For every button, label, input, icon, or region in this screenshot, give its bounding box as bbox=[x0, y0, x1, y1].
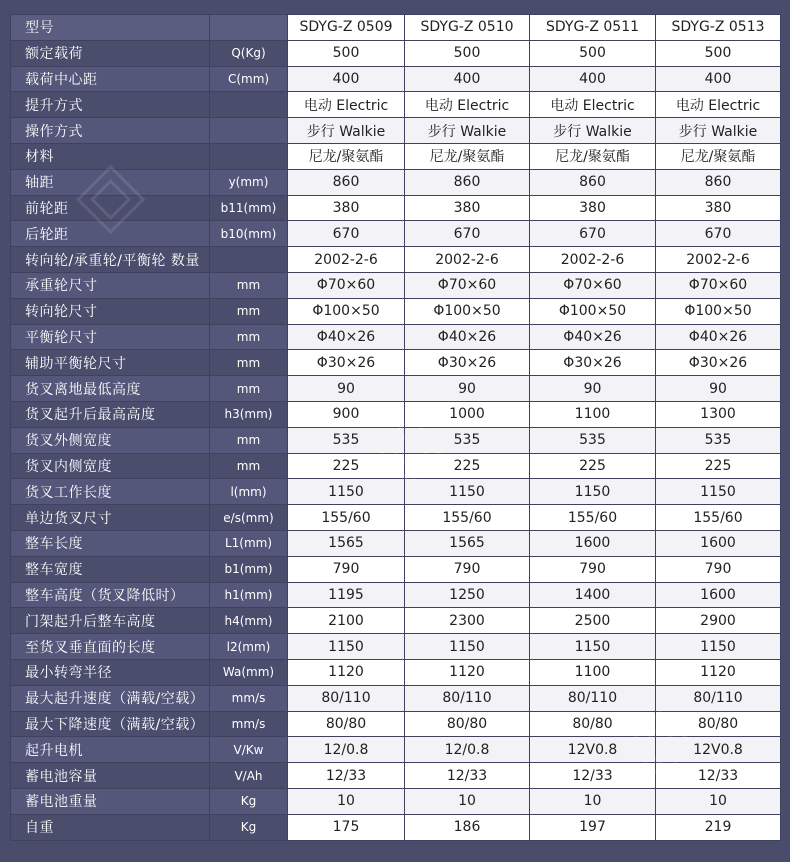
spec-value: 步行 Walkie bbox=[405, 118, 530, 144]
spec-value: 670 bbox=[530, 221, 656, 247]
spec-label: 前轮距 bbox=[11, 195, 210, 221]
spec-value: Φ100×50 bbox=[656, 298, 781, 324]
spec-value: 225 bbox=[530, 453, 656, 479]
model-name: SDYG-Z 0509 bbox=[288, 15, 405, 41]
spec-value: 225 bbox=[405, 453, 530, 479]
spec-value: 12/33 bbox=[288, 763, 405, 789]
spec-value: 155/60 bbox=[530, 505, 656, 531]
spec-unit: h3(mm) bbox=[210, 401, 288, 427]
spec-value: 1120 bbox=[288, 659, 405, 685]
spec-value: Φ40×26 bbox=[656, 324, 781, 350]
spec-table-body bbox=[11, 15, 781, 841]
table-row bbox=[11, 427, 781, 453]
spec-value: 电动 Electric bbox=[656, 92, 781, 118]
spec-label: 货叉起升后最高高度 bbox=[11, 401, 210, 427]
spec-value: 670 bbox=[405, 221, 530, 247]
spec-value: Φ100×50 bbox=[530, 298, 656, 324]
spec-value: 400 bbox=[288, 66, 405, 92]
spec-value: 500 bbox=[656, 40, 781, 66]
spec-value: 2300 bbox=[405, 608, 530, 634]
spec-value: 1000 bbox=[405, 401, 530, 427]
table-row bbox=[11, 659, 781, 685]
spec-label: 货叉内侧宽度 bbox=[11, 453, 210, 479]
spec-unit: V/Kw bbox=[210, 737, 288, 763]
spec-label: 辅助平衡轮尺寸 bbox=[11, 350, 210, 376]
spec-value: 10 bbox=[530, 788, 656, 814]
spec-value: 步行 Walkie bbox=[530, 118, 656, 144]
spec-value: 1100 bbox=[530, 659, 656, 685]
spec-unit: mm bbox=[210, 453, 288, 479]
spec-unit: Wa(mm) bbox=[210, 659, 288, 685]
spec-value: 80/110 bbox=[288, 685, 405, 711]
spec-value: Φ40×26 bbox=[288, 324, 405, 350]
spec-value: 1150 bbox=[530, 634, 656, 660]
spec-label: 门架起升后整车高度 bbox=[11, 608, 210, 634]
spec-table-container bbox=[10, 14, 780, 836]
spec-label: 最大下降速度（满载/空载） bbox=[11, 711, 210, 737]
table-row bbox=[11, 118, 781, 144]
spec-value: 1150 bbox=[288, 634, 405, 660]
spec-value: 380 bbox=[530, 195, 656, 221]
table-row bbox=[11, 814, 781, 840]
table-row bbox=[11, 272, 781, 298]
spec-value: 790 bbox=[656, 556, 781, 582]
spec-value: 80/110 bbox=[405, 685, 530, 711]
model-name: SDYG-Z 0511 bbox=[530, 15, 656, 41]
spec-value: 535 bbox=[530, 427, 656, 453]
spec-value: 900 bbox=[288, 401, 405, 427]
spec-unit: Kg bbox=[210, 788, 288, 814]
spec-label: 平衡轮尺寸 bbox=[11, 324, 210, 350]
spec-value: 12V0.8 bbox=[656, 737, 781, 763]
spec-value: 80/110 bbox=[530, 685, 656, 711]
spec-value: 500 bbox=[530, 40, 656, 66]
spec-value: 12/0.8 bbox=[288, 737, 405, 763]
spec-value: Φ30×26 bbox=[530, 350, 656, 376]
spec-label: 转向轮/承重轮/平衡轮 数量 bbox=[11, 247, 210, 273]
spec-value: Φ40×26 bbox=[405, 324, 530, 350]
spec-unit: h1(mm) bbox=[210, 582, 288, 608]
spec-unit: C(mm) bbox=[210, 66, 288, 92]
table-row bbox=[11, 453, 781, 479]
spec-value: 219 bbox=[656, 814, 781, 840]
spec-value: 12/0.8 bbox=[405, 737, 530, 763]
spec-unit: Q(Kg) bbox=[210, 40, 288, 66]
spec-label: 蓄电池容量 bbox=[11, 763, 210, 789]
spec-value: Φ70×60 bbox=[405, 272, 530, 298]
spec-value: 1300 bbox=[656, 401, 781, 427]
spec-value: 12V0.8 bbox=[530, 737, 656, 763]
spec-value: 2500 bbox=[530, 608, 656, 634]
spec-unit: V/Ah bbox=[210, 763, 288, 789]
spec-value: 2002-2-6 bbox=[288, 247, 405, 273]
spec-value: 155/60 bbox=[288, 505, 405, 531]
spec-value: 1150 bbox=[656, 634, 781, 660]
spec-value: 860 bbox=[405, 169, 530, 195]
spec-unit: b10(mm) bbox=[210, 221, 288, 247]
table-row bbox=[11, 788, 781, 814]
spec-label: 至货叉垂直面的长度 bbox=[11, 634, 210, 660]
spec-label: 货叉工作长度 bbox=[11, 479, 210, 505]
spec-unit: b1(mm) bbox=[210, 556, 288, 582]
spec-value: 380 bbox=[656, 195, 781, 221]
spec-label: 蓄电池重量 bbox=[11, 788, 210, 814]
spec-value: 2900 bbox=[656, 608, 781, 634]
spec-unit: mm bbox=[210, 298, 288, 324]
spec-value: 2002-2-6 bbox=[405, 247, 530, 273]
spec-value: 1150 bbox=[530, 479, 656, 505]
spec-value: 175 bbox=[288, 814, 405, 840]
spec-label: 材料 bbox=[11, 143, 210, 169]
spec-value: 380 bbox=[405, 195, 530, 221]
spec-value: 步行 Walkie bbox=[656, 118, 781, 144]
spec-value: Φ30×26 bbox=[405, 350, 530, 376]
spec-value: 2002-2-6 bbox=[656, 247, 781, 273]
spec-value: 1565 bbox=[405, 530, 530, 556]
spec-label: 承重轮尺寸 bbox=[11, 272, 210, 298]
table-row bbox=[11, 737, 781, 763]
spec-value: Φ70×60 bbox=[656, 272, 781, 298]
spec-value: 860 bbox=[288, 169, 405, 195]
spec-value: 10 bbox=[405, 788, 530, 814]
spec-value: 尼龙/聚氨酯 bbox=[530, 143, 656, 169]
spec-value: 90 bbox=[405, 376, 530, 402]
spec-label: 后轮距 bbox=[11, 221, 210, 247]
spec-unit: h4(mm) bbox=[210, 608, 288, 634]
spec-value: 80/80 bbox=[656, 711, 781, 737]
spec-value: 尼龙/聚氨酯 bbox=[656, 143, 781, 169]
spec-label: 提升方式 bbox=[11, 92, 210, 118]
table-header-row bbox=[11, 15, 781, 41]
spec-value: 1150 bbox=[656, 479, 781, 505]
table-row bbox=[11, 221, 781, 247]
spec-label: 整车长度 bbox=[11, 530, 210, 556]
spec-value: Φ30×26 bbox=[288, 350, 405, 376]
spec-unit bbox=[210, 118, 288, 144]
spec-value: 2100 bbox=[288, 608, 405, 634]
spec-unit: l(mm) bbox=[210, 479, 288, 505]
spec-value: 10 bbox=[288, 788, 405, 814]
table-row bbox=[11, 711, 781, 737]
model-name: SDYG-Z 0510 bbox=[405, 15, 530, 41]
spec-value: 670 bbox=[288, 221, 405, 247]
spec-value: 400 bbox=[530, 66, 656, 92]
spec-value: 535 bbox=[656, 427, 781, 453]
spec-value: 电动 Electric bbox=[288, 92, 405, 118]
spec-value: 197 bbox=[530, 814, 656, 840]
spec-unit: mm bbox=[210, 272, 288, 298]
spec-value: Φ100×50 bbox=[288, 298, 405, 324]
spec-label: 轴距 bbox=[11, 169, 210, 195]
spec-label: 货叉外侧宽度 bbox=[11, 427, 210, 453]
spec-value: 400 bbox=[656, 66, 781, 92]
spec-value: 535 bbox=[288, 427, 405, 453]
spec-unit: b11(mm) bbox=[210, 195, 288, 221]
model-unit bbox=[210, 15, 288, 41]
spec-value: 1250 bbox=[405, 582, 530, 608]
spec-value: 步行 Walkie bbox=[288, 118, 405, 144]
spec-value: 1150 bbox=[405, 479, 530, 505]
spec-value: 1400 bbox=[530, 582, 656, 608]
table-row bbox=[11, 530, 781, 556]
spec-label: 最大起升速度（满载/空载） bbox=[11, 685, 210, 711]
spec-value: 尼龙/聚氨酯 bbox=[405, 143, 530, 169]
table-row bbox=[11, 66, 781, 92]
spec-unit bbox=[210, 247, 288, 273]
table-row bbox=[11, 350, 781, 376]
table-row bbox=[11, 479, 781, 505]
spec-value: 尼龙/聚氨酯 bbox=[288, 143, 405, 169]
table-row bbox=[11, 143, 781, 169]
spec-value: 90 bbox=[288, 376, 405, 402]
spec-unit: mm bbox=[210, 427, 288, 453]
spec-value: 1100 bbox=[530, 401, 656, 427]
spec-value: 1565 bbox=[288, 530, 405, 556]
table-row bbox=[11, 763, 781, 789]
spec-label: 最小转弯半径 bbox=[11, 659, 210, 685]
table-row bbox=[11, 40, 781, 66]
spec-value: 1150 bbox=[288, 479, 405, 505]
spec-value: 1195 bbox=[288, 582, 405, 608]
table-row bbox=[11, 582, 781, 608]
spec-value: 380 bbox=[288, 195, 405, 221]
spec-label: 起升电机 bbox=[11, 737, 210, 763]
table-row bbox=[11, 685, 781, 711]
spec-value: 790 bbox=[288, 556, 405, 582]
spec-value: 1120 bbox=[656, 659, 781, 685]
spec-label: 载荷中心距 bbox=[11, 66, 210, 92]
spec-value: 535 bbox=[405, 427, 530, 453]
table-row bbox=[11, 634, 781, 660]
spec-label: 自重 bbox=[11, 814, 210, 840]
table-row bbox=[11, 376, 781, 402]
model-label: 型号 bbox=[11, 15, 210, 41]
spec-label: 额定载荷 bbox=[11, 40, 210, 66]
spec-unit: mm/s bbox=[210, 685, 288, 711]
spec-unit: mm bbox=[210, 376, 288, 402]
spec-value: 670 bbox=[656, 221, 781, 247]
table-row bbox=[11, 324, 781, 350]
spec-value: 80/80 bbox=[405, 711, 530, 737]
table-row bbox=[11, 556, 781, 582]
spec-unit: Kg bbox=[210, 814, 288, 840]
table-row bbox=[11, 401, 781, 427]
spec-value: 500 bbox=[405, 40, 530, 66]
spec-table bbox=[10, 14, 781, 841]
spec-value: 12/33 bbox=[656, 763, 781, 789]
spec-unit: mm bbox=[210, 324, 288, 350]
spec-value: 90 bbox=[656, 376, 781, 402]
spec-label: 单边货叉尺寸 bbox=[11, 505, 210, 531]
spec-value: 860 bbox=[530, 169, 656, 195]
spec-value: Φ30×26 bbox=[656, 350, 781, 376]
spec-value: 500 bbox=[288, 40, 405, 66]
spec-value: Φ70×60 bbox=[530, 272, 656, 298]
spec-value: 2002-2-6 bbox=[530, 247, 656, 273]
table-row bbox=[11, 505, 781, 531]
spec-unit: L1(mm) bbox=[210, 530, 288, 556]
spec-value: Φ70×60 bbox=[288, 272, 405, 298]
spec-label: 转向轮尺寸 bbox=[11, 298, 210, 324]
spec-value: 1600 bbox=[656, 530, 781, 556]
spec-unit: l2(mm) bbox=[210, 634, 288, 660]
spec-value: 12/33 bbox=[405, 763, 530, 789]
spec-value: 80/110 bbox=[656, 685, 781, 711]
spec-value: 860 bbox=[656, 169, 781, 195]
spec-label: 整车宽度 bbox=[11, 556, 210, 582]
spec-value: 790 bbox=[405, 556, 530, 582]
table-row bbox=[11, 247, 781, 273]
spec-unit: e/s(mm) bbox=[210, 505, 288, 531]
model-name: SDYG-Z 0513 bbox=[656, 15, 781, 41]
table-row bbox=[11, 169, 781, 195]
spec-value: 10 bbox=[656, 788, 781, 814]
spec-unit bbox=[210, 92, 288, 118]
table-row bbox=[11, 195, 781, 221]
spec-label: 整车高度（货叉降低时） bbox=[11, 582, 210, 608]
table-row bbox=[11, 92, 781, 118]
spec-value: 400 bbox=[405, 66, 530, 92]
spec-value: 155/60 bbox=[656, 505, 781, 531]
spec-value: Φ40×26 bbox=[530, 324, 656, 350]
spec-value: 225 bbox=[288, 453, 405, 479]
spec-value: 1600 bbox=[530, 530, 656, 556]
spec-value: 1120 bbox=[405, 659, 530, 685]
spec-unit bbox=[210, 143, 288, 169]
spec-value: 1150 bbox=[405, 634, 530, 660]
spec-value: 80/80 bbox=[288, 711, 405, 737]
spec-unit: mm bbox=[210, 350, 288, 376]
table-row bbox=[11, 608, 781, 634]
spec-value: 90 bbox=[530, 376, 656, 402]
spec-value: Φ100×50 bbox=[405, 298, 530, 324]
spec-value: 225 bbox=[656, 453, 781, 479]
spec-unit: y(mm) bbox=[210, 169, 288, 195]
spec-unit: mm/s bbox=[210, 711, 288, 737]
spec-value: 790 bbox=[530, 556, 656, 582]
spec-value: 电动 Electric bbox=[405, 92, 530, 118]
spec-value: 186 bbox=[405, 814, 530, 840]
spec-value: 155/60 bbox=[405, 505, 530, 531]
spec-value: 12/33 bbox=[530, 763, 656, 789]
spec-value: 1600 bbox=[656, 582, 781, 608]
spec-value: 电动 Electric bbox=[530, 92, 656, 118]
table-row bbox=[11, 298, 781, 324]
spec-label: 货叉离地最低高度 bbox=[11, 376, 210, 402]
spec-value: 80/80 bbox=[530, 711, 656, 737]
spec-label: 操作方式 bbox=[11, 118, 210, 144]
